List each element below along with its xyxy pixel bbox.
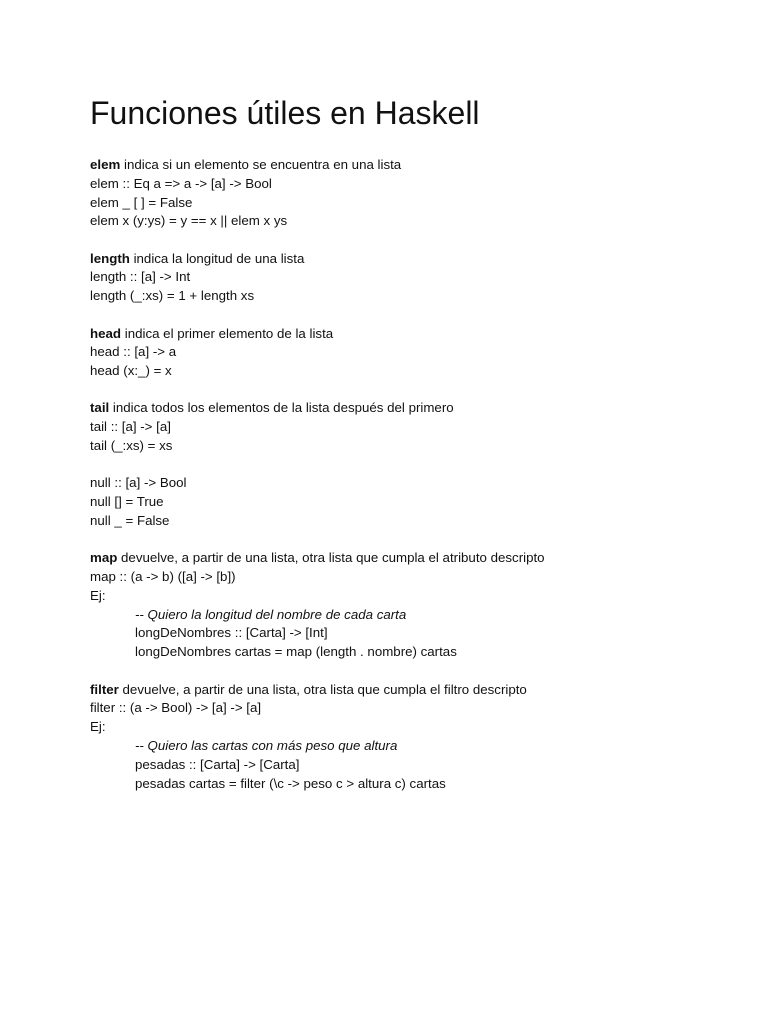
code-line: length (_:xs) = 1 + length xs <box>90 288 255 304</box>
section-map <box>90 549 730 662</box>
section-tail <box>90 399 730 455</box>
code-line: filter :: (a -> Bool) -> [a] -> [a] <box>90 700 262 716</box>
function-description: devuelve, a partir de una lista, otra lista que cumpla el filtro descripto <box>118 681 527 697</box>
function-keyword: map <box>90 550 118 566</box>
code-line: pesadas cartas = filter (\c -> peso c > altura c) cartas <box>135 775 446 791</box>
section-lead-filter <box>90 681 730 700</box>
function-description: indica todos los elementos de la lista después del primero <box>109 400 454 416</box>
function-keyword: filter <box>90 681 119 697</box>
code-line: length :: [a] -> Int <box>90 269 191 285</box>
code-line: pesadas :: [Carta] -> [Carta] <box>135 756 300 772</box>
function-keyword: elem <box>90 157 121 172</box>
code-line: elem _ [ ] = False <box>90 194 193 210</box>
function-description: indica el primer elemento de la lista <box>121 325 334 341</box>
function-description: indica si un elemento se encuentra en una lista <box>120 157 402 172</box>
sections-container <box>90 156 730 793</box>
section-filter <box>90 681 730 794</box>
code-line: elem x (y:ys) = y == x || elem x ys <box>90 213 288 229</box>
section-null <box>90 474 730 530</box>
code-line: head (x:_) = x <box>90 363 172 379</box>
section-elem <box>90 156 730 231</box>
code-comment-line: -- Quiero la longitud del nombre de cada carta <box>135 606 407 622</box>
code-line: null :: [a] -> Bool <box>90 475 187 491</box>
section-length <box>90 250 730 306</box>
code-line: Ej: <box>90 587 106 603</box>
code-line: elem :: Eq a => a -> [a] -> Bool <box>90 175 272 191</box>
code-line: head :: [a] -> a <box>90 344 177 360</box>
code-line: tail (_:xs) = xs <box>90 438 173 454</box>
code-line: longDeNombres cartas = map (length . nombre) cartas <box>135 644 457 660</box>
section-lead-head <box>90 325 730 344</box>
function-description: indica la longitud de una lista <box>129 250 305 266</box>
code-line: tail :: [a] -> [a] <box>90 419 171 435</box>
code-line: Ej: <box>90 719 106 735</box>
code-comment-line: -- Quiero las cartas con más peso que altura <box>135 737 398 753</box>
section-lead-length <box>90 250 730 269</box>
document-page <box>90 92 730 812</box>
section-lead-tail <box>90 399 730 418</box>
function-description: devuelve, a partir de una lista, otra lista que cumpla el atributo descripto <box>117 550 545 566</box>
document-title: Funciones útiles en Haskell <box>90 95 480 131</box>
section-lead-elem <box>90 156 730 175</box>
code-line: map :: (a -> b) ([a] -> [b]) <box>90 569 236 585</box>
section-head <box>90 325 730 381</box>
section-lead-map <box>90 549 730 568</box>
function-keyword: tail <box>90 400 110 416</box>
function-keyword: head <box>90 325 122 341</box>
code-line: null _ = False <box>90 512 170 528</box>
code-line: longDeNombres :: [Carta] -> [Int] <box>135 625 328 641</box>
code-line: null [] = True <box>90 494 164 510</box>
function-keyword: length <box>90 250 130 266</box>
